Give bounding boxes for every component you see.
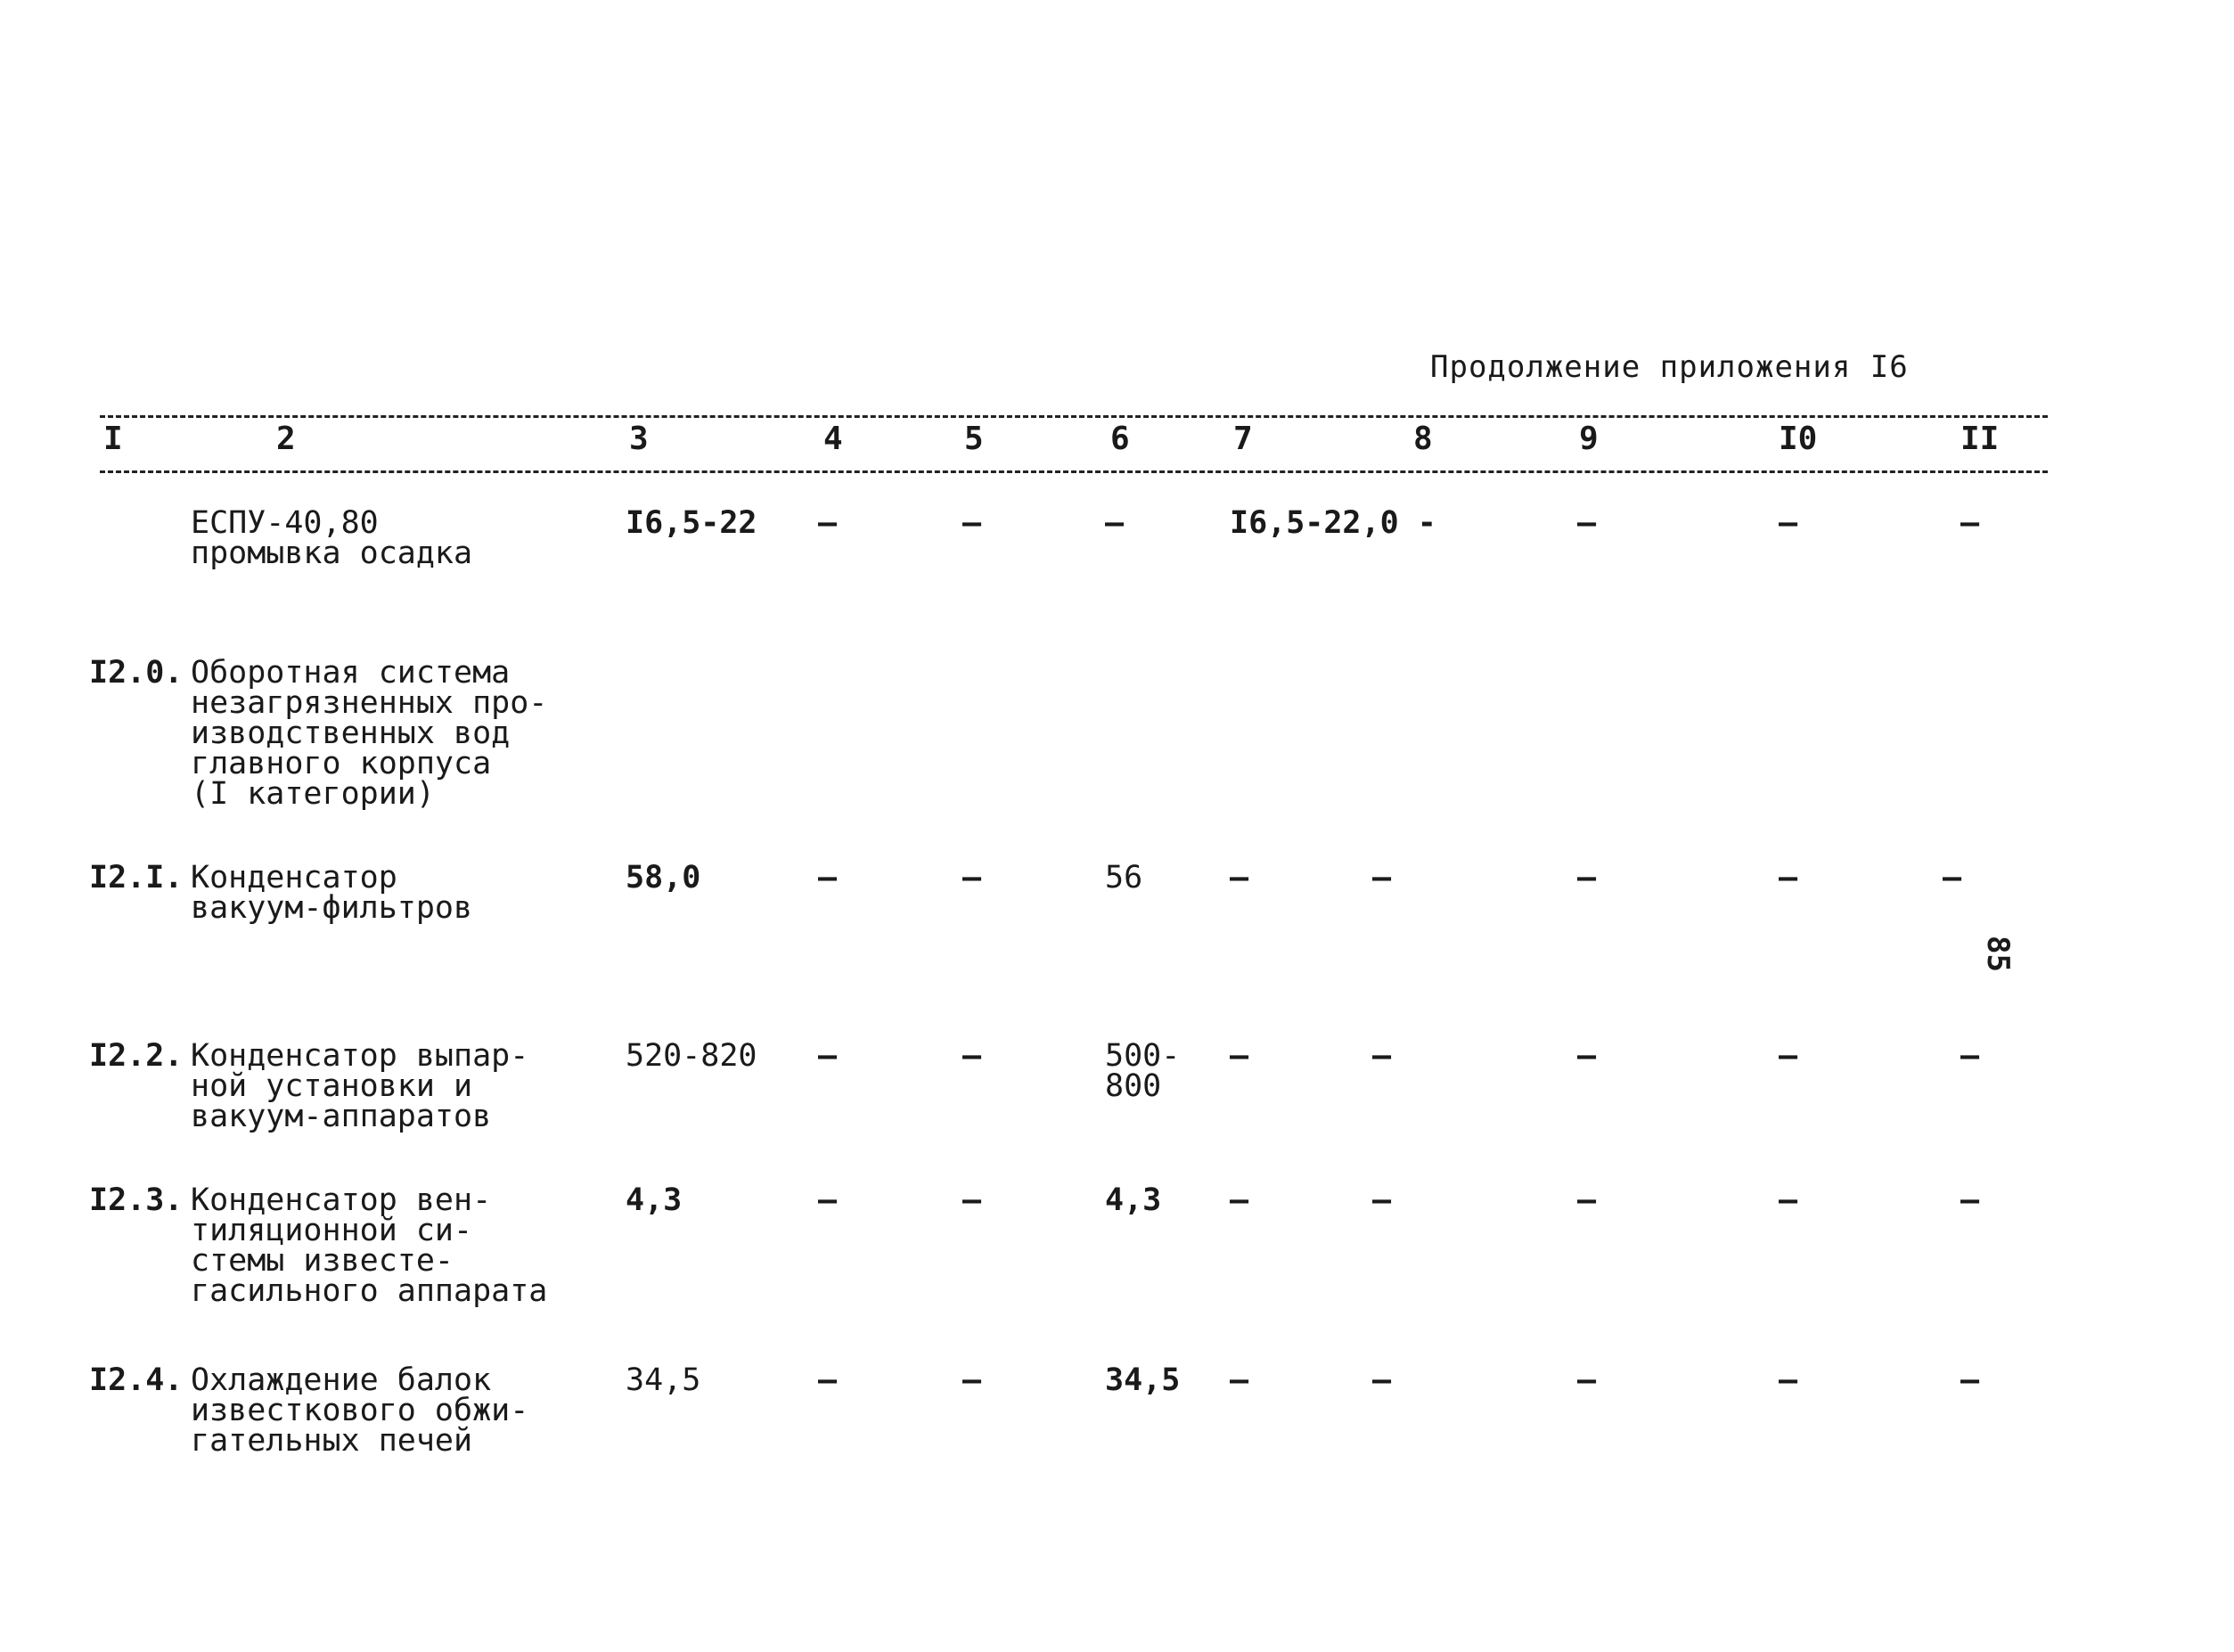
cell-col4: – (818, 860, 838, 896)
col-header-6: 6 (1110, 421, 1130, 457)
cell-col3: 34,5 (626, 1362, 701, 1398)
row-number: I2.0. (89, 655, 184, 691)
cell-col4: – (818, 505, 838, 541)
col-header-8: 8 (1413, 421, 1433, 457)
cell-col6: – (1105, 505, 1125, 541)
cell-col8: – (1372, 1038, 1392, 1074)
cell-col11: – (1960, 1362, 1980, 1398)
cell-col7: – (1230, 1362, 1249, 1398)
cell-col10: – (1779, 860, 1798, 896)
cell-col6: 500- 800 (1105, 1038, 1181, 1104)
cell-col8: – (1372, 860, 1392, 896)
cell-col10: – (1779, 1038, 1798, 1074)
header-rule (100, 470, 2048, 473)
cell-col3: 4,3 (626, 1182, 683, 1218)
cell-col3: I6,5-22 (626, 505, 757, 541)
cell-col11: – (1943, 860, 1962, 896)
row-number: I2.I. (89, 860, 184, 896)
page-number: 85 (1980, 936, 2016, 972)
cell-col9: – (1577, 1362, 1597, 1398)
cell-col11: – (1960, 1038, 1980, 1074)
cell-col4: – (818, 1038, 838, 1074)
cell-col4: – (818, 1182, 838, 1218)
col-header-4: 4 (823, 421, 843, 457)
row-description: Конденсатор вен- тиляционной си- стемы известе- гасильного аппарата (191, 1182, 548, 1309)
col-header-5: 5 (964, 421, 984, 457)
cell-col4: – (818, 1362, 838, 1398)
cell-col5: – (962, 1182, 982, 1218)
row-description: Конденсатор выпар- ной установки и вакуум-аппаратов (191, 1038, 529, 1134)
cell-col3: 520-820 (626, 1038, 757, 1074)
col-header-11: II (1960, 421, 2000, 457)
cell-col7: – (1230, 1182, 1249, 1218)
cell-col7: I6,5-22,0 - (1230, 505, 1436, 541)
cell-col11: – (1960, 1182, 1980, 1218)
cell-col9: – (1577, 1038, 1597, 1074)
row-description: Оборотная система незагрязненных про- изводственных вод главного корпуса (I категории) (191, 655, 548, 812)
cell-col5: – (962, 1038, 982, 1074)
row-description: Конденсатор вакуум-фильтров (191, 860, 473, 926)
cell-col8: – (1372, 1362, 1392, 1398)
col-header-1: I (103, 421, 123, 457)
cell-col9: – (1577, 1182, 1597, 1218)
col-header-7: 7 (1233, 421, 1253, 457)
row-number: I2.4. (89, 1362, 184, 1398)
cell-col10: – (1779, 1362, 1798, 1398)
row-number: I2.2. (89, 1038, 184, 1074)
cell-col5: – (962, 505, 982, 541)
cell-col6: 56 (1105, 860, 1143, 896)
cell-col11: – (1960, 505, 1980, 541)
cell-col7: – (1230, 1038, 1249, 1074)
row-description: Охлаждение балок известкового обжи- гательных печей (191, 1362, 529, 1459)
row-number: I2.3. (89, 1182, 184, 1218)
cell-col7: – (1230, 860, 1249, 896)
cell-col6: 34,5 (1105, 1362, 1181, 1398)
cell-col9: – (1577, 860, 1597, 896)
continuation-caption: Продолжение приложения I6 (1430, 349, 1909, 385)
top-rule (100, 415, 2048, 418)
col-header-3: 3 (629, 421, 649, 457)
row-description: ЕСПУ-40,80 промывка осадка (191, 505, 473, 571)
cell-col5: – (962, 860, 982, 896)
cell-col5: – (962, 1362, 982, 1398)
cell-col10: – (1779, 1182, 1798, 1218)
cell-col9: – (1577, 505, 1597, 541)
cell-col10: – (1779, 505, 1798, 541)
cell-col8: – (1372, 1182, 1392, 1218)
cell-col3: 58,0 (626, 860, 701, 896)
col-header-2: 2 (276, 421, 296, 457)
col-header-10: I0 (1779, 421, 1818, 457)
col-header-9: 9 (1579, 421, 1599, 457)
cell-col6: 4,3 (1105, 1182, 1162, 1218)
